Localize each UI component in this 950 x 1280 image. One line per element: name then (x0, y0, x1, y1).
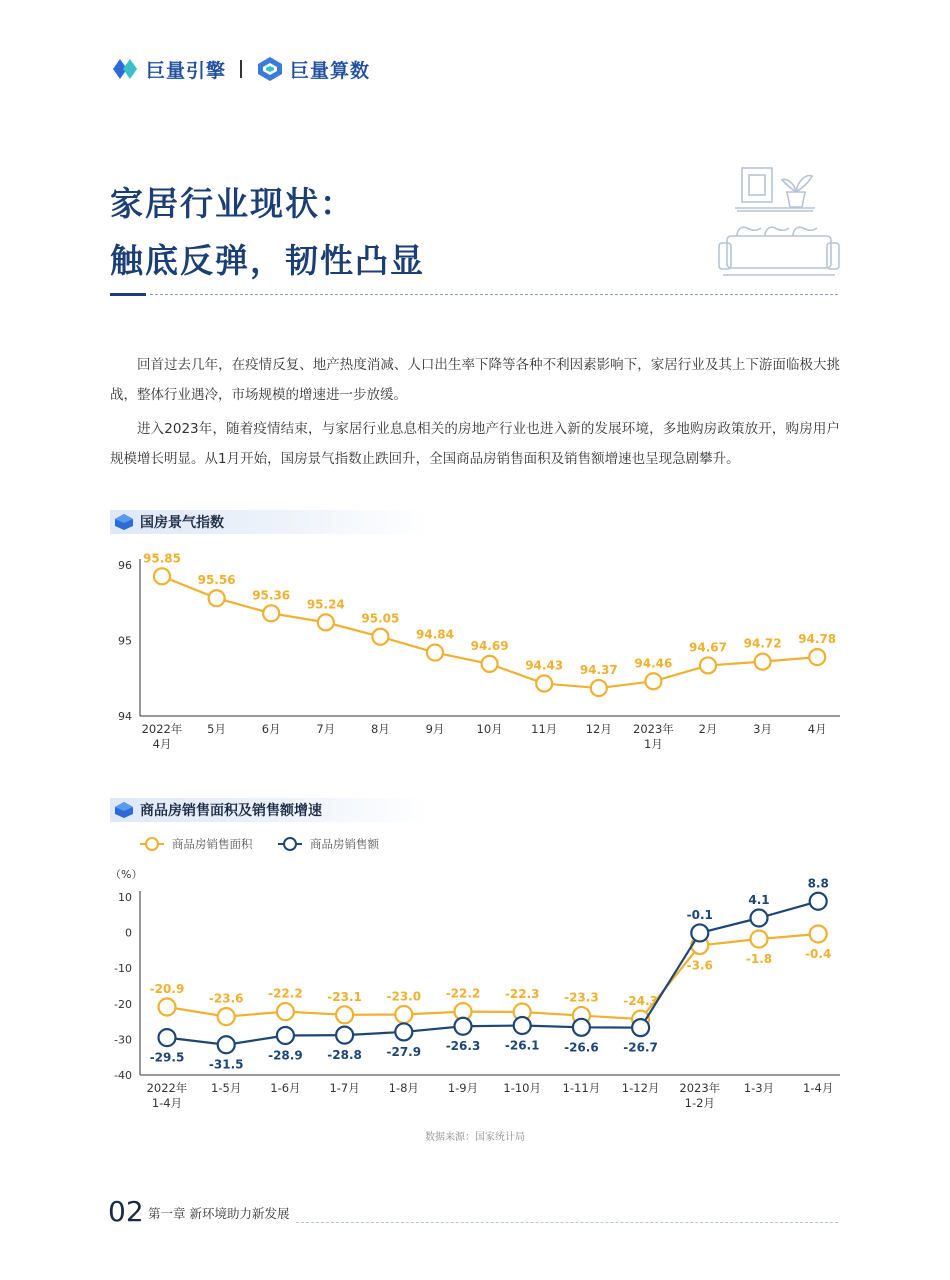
data-label: -23.0 (386, 989, 422, 1004)
data-point (277, 1027, 294, 1044)
unit-label: （%） (110, 868, 143, 881)
y-tick-label: -10 (114, 962, 132, 976)
data-label: -31.5 (208, 1057, 244, 1072)
data-point (277, 1003, 294, 1020)
data-point (700, 657, 716, 673)
data-point (810, 926, 827, 943)
data-point (336, 1027, 353, 1044)
data-label: 4.1 (748, 893, 770, 908)
data-label: -29.5 (149, 1050, 185, 1065)
y-tick-label: 0 (125, 926, 132, 940)
x-tick-label: 1-6月 (270, 1081, 301, 1095)
x-tick-label: 1-4月 (151, 1096, 183, 1110)
x-tick-label: 5月 (207, 722, 227, 736)
data-label: -22.3 (504, 986, 540, 1001)
x-tick-label: 2023年 (679, 1081, 721, 1095)
page-number: 02 (108, 1195, 144, 1228)
x-tick-label: 1-11月 (562, 1081, 601, 1095)
x-tick-label: 1-8月 (388, 1081, 419, 1095)
data-point (809, 649, 825, 665)
data-point (154, 568, 170, 584)
brand-separator (240, 60, 242, 78)
data-point (645, 673, 661, 689)
x-tick-label: 1-4月 (803, 1081, 834, 1095)
data-label: -22.2 (268, 986, 303, 1001)
data-label: -28.9 (268, 1048, 303, 1063)
y-tick-label: 94 (118, 710, 132, 723)
data-label: -0.4 (805, 947, 832, 962)
cube-icon (114, 801, 134, 819)
data-label: -26.7 (623, 1040, 658, 1055)
data-point (810, 893, 827, 910)
data-label: -26.6 (564, 1040, 599, 1055)
data-point (514, 1017, 531, 1034)
data-label: -26.1 (504, 1038, 540, 1053)
x-tick-label: 12月 (585, 722, 612, 736)
data-label: -22.2 (445, 986, 481, 1001)
y-tick-label: -40 (114, 1069, 132, 1082)
x-tick-label: 1-10月 (503, 1081, 542, 1095)
data-label: -24.3 (623, 994, 658, 1009)
data-point (427, 645, 443, 661)
x-tick-label: 2022年 (146, 1081, 188, 1095)
section-header-index (110, 510, 430, 534)
brand-right-name: 巨量算数 (290, 59, 371, 82)
footer-divider (296, 1222, 838, 1223)
legend-marker-1 (284, 838, 296, 850)
x-tick-label: 11月 (531, 722, 558, 736)
brand-logo-icon (256, 55, 284, 83)
data-label: -27.9 (386, 1044, 422, 1059)
x-tick-label: 1-7月 (329, 1081, 360, 1095)
data-point (218, 1008, 235, 1025)
data-point (395, 1023, 412, 1040)
x-tick-label: 7月 (316, 722, 336, 736)
data-label: 94.69 (470, 638, 509, 653)
data-label: 95.36 (252, 588, 291, 603)
cube-icon (114, 513, 134, 531)
x-tick-label: 10月 (476, 722, 503, 736)
x-tick-label: 1-12月 (621, 1081, 660, 1095)
title-divider-accent (110, 293, 146, 296)
intro-paragraph-1: 回首过去几年，在疫情反复、地产热度消减、人口出生率下降等各种不利因素影响下，家居行业及其上下游面临极大挑战，整体行业遇冷，市场规模的增速进一步放缓。 (110, 357, 840, 403)
brand-logo-icon (110, 55, 140, 83)
x-tick-label: 1-3月 (743, 1081, 775, 1095)
intro-paragraph-2: 进入2023年，随着疫情结束，与家居行业息息相关的房地产行业也进入新的发展环境，多地购房政策放开，购房用户规模增长明显。从1月开始，国房景气指数止跌回升，全国商品房销售面积及销售额增速也呈现急剧攀升。 (110, 421, 840, 467)
data-point (159, 1029, 176, 1046)
data-point (455, 1018, 472, 1035)
data-point (573, 1019, 590, 1036)
y-tick-label: 95 (118, 634, 132, 648)
chart2-title: 商品房销售面积及销售额增速 (140, 803, 322, 819)
data-point (536, 676, 552, 692)
data-label: 94.72 (743, 636, 782, 651)
data-label: 94.78 (798, 632, 837, 647)
data-label: 94.67 (689, 640, 727, 655)
data-point (691, 924, 708, 941)
brand-header (110, 52, 370, 86)
data-label: 94.84 (416, 627, 454, 642)
page-title-line2: 触底反弹，韧性凸显 (110, 241, 425, 280)
data-label: 95.24 (306, 597, 345, 612)
data-label: 94.43 (525, 658, 564, 673)
x-tick-label: 4月 (807, 722, 827, 736)
data-point (263, 605, 279, 621)
data-point (218, 1036, 235, 1053)
chart1-title: 国房景气指数 (140, 515, 224, 531)
brand-left-name: 巨量引擎 (146, 59, 227, 82)
data-point (751, 910, 768, 927)
data-label: 95.05 (361, 611, 400, 626)
chart-housing-climate-index (100, 540, 850, 765)
section-header-sales (110, 798, 430, 822)
data-label: -3.6 (686, 958, 713, 973)
legend-label-1: 商品房销售额 (310, 837, 379, 851)
data-source-note: 数据来源：国家统计局 (425, 1132, 525, 1143)
sofa-illustration-icon (715, 158, 840, 280)
data-label: 95.56 (197, 573, 236, 588)
data-label: 94.37 (579, 663, 618, 678)
chapter-label: 第一章 新环境助力新发展 (148, 1206, 290, 1221)
data-point (159, 999, 176, 1016)
data-point (482, 656, 498, 672)
data-label: -0.1 (686, 907, 713, 922)
x-tick-label: 9月 (425, 722, 445, 736)
data-point (755, 654, 771, 670)
data-point (395, 1006, 412, 1023)
x-tick-label: 3月 (753, 722, 773, 736)
data-point (336, 1006, 353, 1023)
x-tick-label: 1月 (643, 737, 663, 751)
data-label: 8.8 (807, 876, 829, 891)
data-label: -1.8 (745, 952, 773, 967)
data-point (751, 931, 768, 948)
x-tick-label: 1-2月 (684, 1096, 715, 1110)
chart-sales-growth (100, 828, 850, 1123)
data-label: 95.85 (143, 551, 181, 566)
x-tick-label: 8月 (370, 722, 390, 736)
x-tick-label: 2023年 (633, 722, 674, 736)
data-point (318, 614, 334, 630)
data-label: -20.9 (149, 982, 185, 997)
x-tick-label: 2月 (698, 722, 718, 736)
x-tick-label: 4月 (152, 737, 172, 751)
data-label: -28.8 (327, 1048, 362, 1063)
y-tick-label: 10 (118, 891, 132, 904)
x-tick-label: 1-9月 (447, 1081, 479, 1095)
y-tick-label: 96 (118, 559, 132, 572)
x-tick-label: 6月 (261, 722, 281, 736)
title-divider-dashed (150, 294, 838, 295)
data-label: -23.3 (564, 990, 599, 1005)
series-line-0 (167, 934, 818, 1019)
data-label: -23.1 (327, 989, 362, 1004)
data-label: 94.46 (634, 656, 673, 671)
data-label: -26.3 (445, 1039, 481, 1054)
y-tick-label: -30 (114, 1033, 132, 1047)
legend-marker-0 (146, 838, 158, 850)
x-tick-label: 2022年 (141, 722, 183, 736)
page-title-line1: 家居行业现状： (110, 184, 355, 223)
legend-label-0: 商品房销售面积 (172, 837, 253, 851)
data-point (372, 629, 388, 645)
data-label: -23.6 (208, 991, 244, 1006)
series-line-1 (167, 901, 818, 1044)
data-point (632, 1019, 649, 1036)
x-tick-label: 1-5月 (211, 1081, 242, 1095)
y-tick-label: -20 (114, 997, 132, 1011)
data-point (209, 590, 225, 606)
data-point (591, 680, 607, 696)
